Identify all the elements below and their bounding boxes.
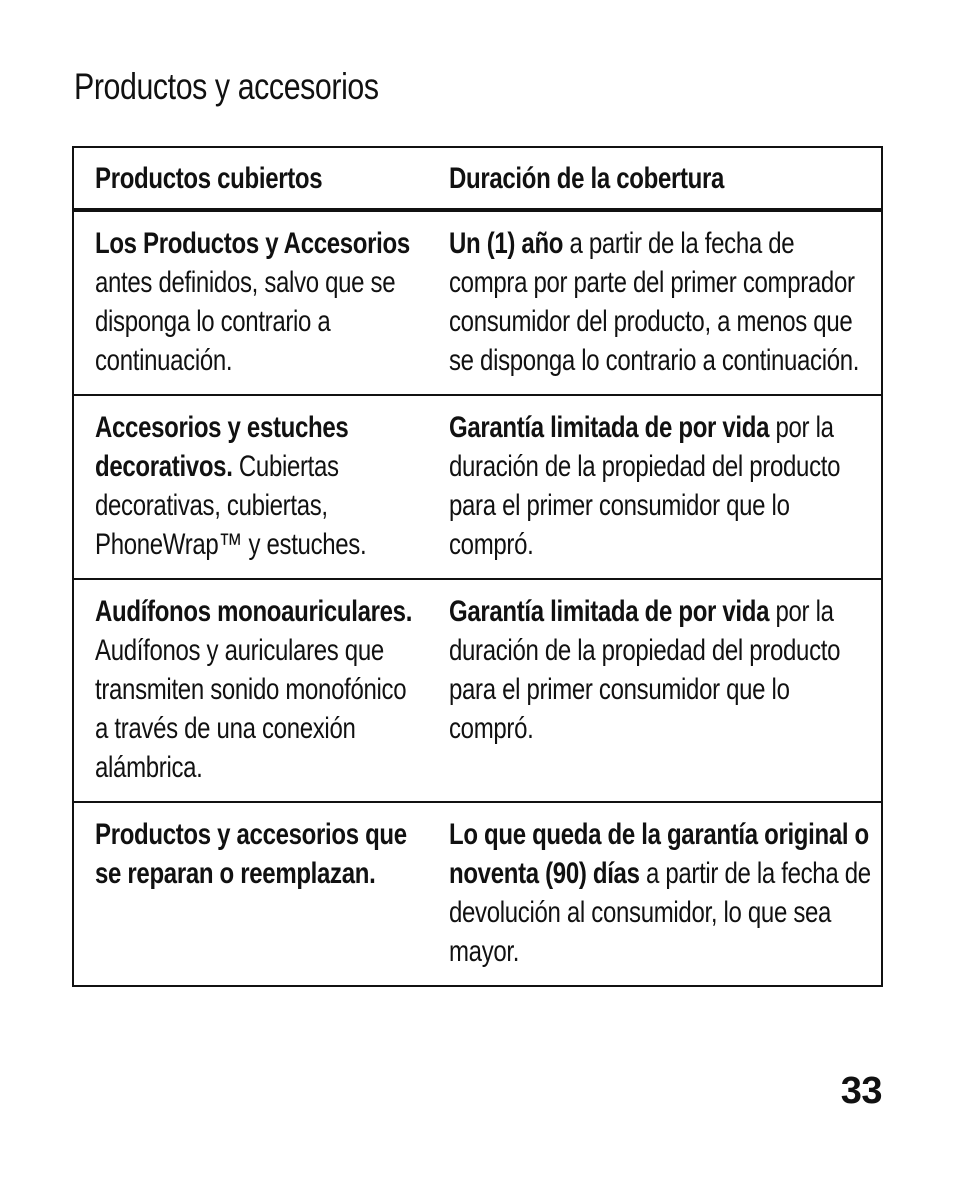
coverage-duration-bold: Garantía limitada de por vida (449, 595, 770, 628)
coverage-duration-text: por la duración de la propiedad del producto para el primer consumidor que lo compró. (449, 411, 841, 561)
covered-products-cell (74, 212, 428, 394)
covered-products-text: Audífonos y auriculares que transmiten sonido monofónico a través de una conexión alámbrica. (95, 634, 407, 784)
table-row (74, 212, 881, 394)
coverage-duration-bold: Un (1) año (449, 227, 564, 260)
coverage-duration-text: a partir de la fecha de devolución al consumidor, lo que sea mayor. (449, 857, 871, 968)
covered-products-text: Cubiertas decorativas, cubiertas, PhoneWrap™ y estuches. (95, 450, 367, 561)
covered-products-cell (74, 803, 428, 985)
header-coverage-duration: Duración de la cobertura (449, 161, 725, 195)
table-row (74, 801, 881, 985)
table-row (74, 394, 881, 578)
covered-products-text: antes definidos, salvo que se disponga lo contrario a continuación. (95, 266, 396, 377)
section-title: Productos y accesorios (74, 66, 379, 107)
coverage-duration-cell (428, 580, 881, 801)
table-row (74, 578, 881, 801)
covered-products-cell (74, 396, 428, 578)
covered-products-bold: Productos y accesorios que se reparan o reemplazan. (95, 818, 407, 890)
coverage-duration-cell (428, 803, 881, 985)
coverage-duration-text: a partir de la fecha de compra por parte del primer comprador consumidor del producto, a menos que se disponga lo contrario a continuación. (449, 227, 860, 377)
header-covered-products: Productos cubiertos (95, 161, 323, 195)
coverage-duration-cell (428, 212, 881, 394)
covered-products-bold: Accesorios y estuches decorativos. (95, 411, 349, 483)
page-number: 33 (840, 1070, 882, 1112)
covered-products-bold: Los Productos y Accesorios (95, 227, 410, 260)
coverage-duration-cell (428, 396, 881, 578)
covered-products-cell (74, 580, 428, 801)
warranty-coverage-table (72, 146, 883, 987)
covered-products-bold: Audífonos monoauriculares. (95, 595, 413, 628)
table-header-row (74, 148, 881, 212)
coverage-duration-bold: Garantía limitada de por vida (449, 411, 770, 444)
coverage-duration-text: por la duración de la propiedad del producto para el primer consumidor que lo compró. (449, 595, 841, 745)
coverage-duration-bold: Lo que queda de la garantía original o noventa (90) días (449, 818, 869, 890)
